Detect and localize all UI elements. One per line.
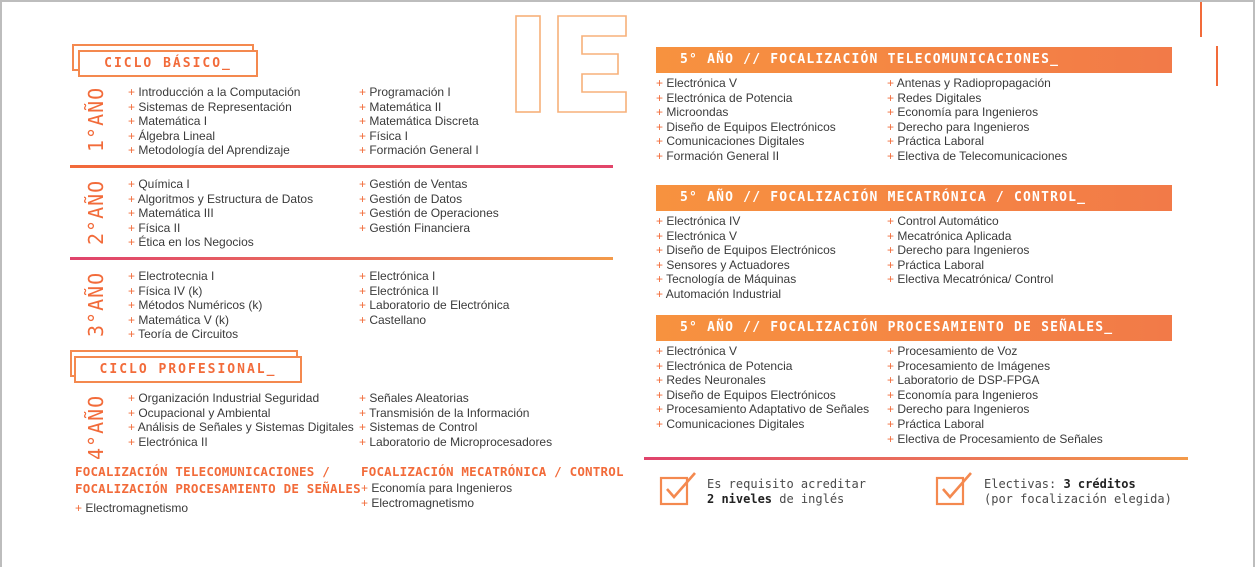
list-item: + Redes Neuronales: [656, 373, 869, 388]
note-electivas: [984, 477, 1172, 507]
year-1-col1: [128, 85, 300, 158]
list-item: + Física IV (k): [128, 284, 262, 299]
note-electivas-line1: [984, 477, 1172, 492]
divider: [70, 257, 613, 260]
note-electivas-line2: (por focalización elegida): [984, 492, 1172, 506]
list-item: + Electromagnetismo: [75, 501, 188, 516]
year-4-col2: [359, 391, 552, 449]
year-2-col2: [359, 177, 499, 235]
list-item: + Sistemas de Representación: [128, 100, 300, 115]
year-4-label: 4°AÑO: [84, 394, 108, 460]
list-item: + Comunicaciones Digitales: [656, 134, 836, 149]
list-item: + Electrónica de Potencia: [656, 359, 869, 374]
list-item: + Ética en los Negocios: [128, 235, 313, 250]
year-3-col1: [128, 269, 262, 342]
note-ingles-bold: 2 niveles: [707, 492, 773, 506]
list-item: + Derecho para Ingenieros: [887, 120, 1067, 135]
list-item: + Electrónica de Potencia: [656, 91, 836, 106]
list-item: + Antenas y Radiopropagación: [887, 76, 1067, 91]
list-item: + Electrotecnia I: [128, 269, 262, 284]
foco-left-line2: FOCALIZACIÓN PROCESAMIENTO DE SEÑALES: [75, 481, 361, 496]
list-item: + Formación General II: [656, 149, 836, 164]
quinto-telecom-header: [656, 47, 1172, 73]
list-item: + Electiva Mecatrónica/ Control: [887, 272, 1053, 287]
list-item: + Algoritmos y Estructura de Datos: [128, 192, 313, 207]
list-item: + Álgebra Lineal: [128, 129, 300, 144]
list-item: + Métodos Numéricos (k): [128, 298, 262, 313]
year-2-label: 2°AÑO: [84, 179, 108, 245]
foco-right-list: [361, 481, 512, 510]
note-electivas-prefix: Electivas:: [984, 477, 1064, 491]
list-item: + Economía para Ingenieros: [887, 388, 1103, 403]
list-item: + Economía para Ingenieros: [887, 105, 1067, 120]
foco-left-title: [75, 463, 361, 497]
note-electivas-bold: 3 créditos: [1063, 477, 1136, 491]
note-ingles-line1: Es requisito acreditar: [707, 477, 866, 491]
list-item: + Procesamiento de Voz: [887, 344, 1103, 359]
list-item: + Matemática III: [128, 206, 313, 221]
year-1-col2: [359, 85, 479, 158]
note-ingles-rest: de inglés: [772, 492, 845, 506]
quinto-mecatronica-col2: [887, 214, 1053, 287]
divider: [644, 457, 1188, 460]
list-item: + Electiva de Procesamiento de Señales: [887, 432, 1103, 447]
list-item: + Castellano: [359, 313, 509, 328]
year-2-col1: [128, 177, 313, 250]
checkbox-icon: [659, 470, 699, 506]
divider: [70, 165, 613, 168]
note-ingles-line2: [707, 492, 866, 507]
quinto-telecom-col1: [656, 76, 836, 164]
list-item: + Matemática Discreta: [359, 114, 479, 129]
quinto-mecatronica-title: 5° AÑO // FOCALIZACIÓN MECATRÓNICA / CONTROL_: [680, 190, 1087, 205]
list-item: + Análisis de Señales y Sistemas Digitales: [128, 420, 354, 435]
list-item: + Derecho para Ingenieros: [887, 402, 1103, 417]
foco-left-line1: FOCALIZACIÓN TELECOMUNICACIONES /: [75, 464, 330, 479]
list-item: + Programación I: [359, 85, 479, 100]
list-item: + Sensores y Actuadores: [656, 258, 836, 273]
quinto-telecom-col2: [887, 76, 1067, 164]
note-ingles: [707, 477, 866, 507]
list-item: + Laboratorio de Electrónica: [359, 298, 509, 313]
list-item: + Laboratorio de DSP-FPGA: [887, 373, 1103, 388]
list-item: + Gestión de Datos: [359, 192, 499, 207]
list-item: + Matemática I: [128, 114, 300, 129]
list-item: + Mecatrónica Aplicada: [887, 229, 1053, 244]
list-item: + Diseño de Equipos Electrónicos: [656, 120, 836, 135]
list-item: + Electrónica V: [656, 76, 836, 91]
list-item: + Automación Industrial: [656, 287, 836, 302]
year-3-col2: [359, 269, 509, 327]
foco-right-line1: FOCALIZACIÓN MECATRÓNICA / CONTROL: [361, 464, 624, 479]
list-item: + Gestión de Operaciones: [359, 206, 499, 221]
list-item: + Microondas: [656, 105, 836, 120]
list-item: + Procesamiento Adaptativo de Señales: [656, 402, 869, 417]
list-item: + Matemática V (k): [128, 313, 262, 328]
list-item: + Tecnología de Máquinas: [656, 272, 836, 287]
list-item: + Gestión de Ventas: [359, 177, 499, 192]
list-item: + Teoría de Circuitos: [128, 327, 262, 342]
list-item: + Laboratorio de Microprocesadores: [359, 435, 552, 450]
ciclo-basico-header: [78, 50, 258, 77]
list-item: + Electrónica II: [128, 435, 354, 450]
quinto-telecom-title: 5° AÑO // FOCALIZACIÓN TELECOMUNICACIONES_: [680, 52, 1060, 67]
list-item: + Señales Aleatorias: [359, 391, 552, 406]
list-item: + Organización Industrial Seguridad: [128, 391, 354, 406]
ciclo-basico-title: CICLO BÁSICO_: [104, 56, 232, 71]
quinto-mecatronica-header: [656, 185, 1172, 211]
list-item: + Metodología del Aprendizaje: [128, 143, 300, 158]
year-3-label: 3°AÑO: [84, 271, 108, 337]
year-1-label: 1°AÑO: [84, 86, 108, 152]
list-item: + Control Automático: [887, 214, 1053, 229]
list-item: + Diseño de Equipos Electrónicos: [656, 388, 869, 403]
list-item: + Electromagnetismo: [361, 496, 512, 511]
list-item: + Diseño de Equipos Electrónicos: [656, 243, 836, 258]
list-item: + Procesamiento de Imágenes: [887, 359, 1103, 374]
list-item: + Redes Digitales: [887, 91, 1067, 106]
list-item: + Formación General I: [359, 143, 479, 158]
foco-right-title: [361, 463, 624, 480]
year-4-col1: [128, 391, 354, 449]
list-item: + Electrónica I: [359, 269, 509, 284]
quinto-senales-col2: [887, 344, 1103, 446]
list-item: + Física I: [359, 129, 479, 144]
list-item: + Electiva de Telecomunicaciones: [887, 149, 1067, 164]
decor-line: [1200, 2, 1202, 37]
list-item: + Economía para Ingenieros: [361, 481, 512, 496]
list-item: + Electrónica V: [656, 344, 869, 359]
list-item: + Práctica Laboral: [887, 258, 1053, 273]
list-item: + Comunicaciones Digitales: [656, 417, 869, 432]
list-item: + Gestión Financiera: [359, 221, 499, 236]
list-item: + Práctica Laboral: [887, 134, 1067, 149]
list-item: + Física II: [128, 221, 313, 236]
list-item: + Sistemas de Control: [359, 420, 552, 435]
list-item: + Derecho para Ingenieros: [887, 243, 1053, 258]
ciclo-profesional-title: CICLO PROFESIONAL_: [99, 362, 277, 377]
checkbox-icon: [935, 470, 975, 506]
list-item: + Matemática II: [359, 100, 479, 115]
quinto-senales-col1: [656, 344, 869, 432]
list-item: + Química I: [128, 177, 313, 192]
quinto-mecatronica-col1: [656, 214, 836, 302]
list-item: + Electrónica IV: [656, 214, 836, 229]
quinto-senales-title: 5° AÑO // FOCALIZACIÓN PROCESAMIENTO DE SEÑALES_: [680, 320, 1114, 335]
ie-logo: [514, 14, 628, 114]
list-item: + Electrónica V: [656, 229, 836, 244]
ciclo-profesional-header: [74, 356, 302, 383]
foco-left-list: [75, 501, 188, 516]
list-item: + Introducción a la Computación: [128, 85, 300, 100]
decor-line: [1216, 46, 1218, 86]
list-item: + Práctica Laboral: [887, 417, 1103, 432]
quinto-senales-header: [656, 315, 1172, 341]
list-item: + Ocupacional y Ambiental: [128, 406, 354, 421]
list-item: + Transmisión de la Información: [359, 406, 552, 421]
list-item: + Electrónica II: [359, 284, 509, 299]
